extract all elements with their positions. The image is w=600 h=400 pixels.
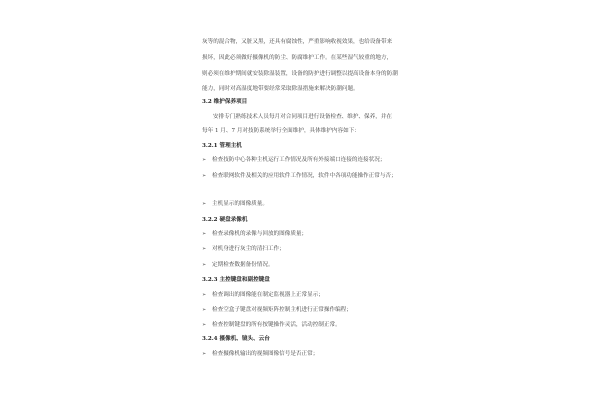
paragraph-line: 能力，同时对高湿度地带要经常采取除湿措施来解决防潮问题。 — [202, 86, 359, 92]
list-item-text: 检查空盒子键盘对视频矩阵控制主机进行正常操作编程； — [212, 307, 352, 313]
section-heading-3-2-1: 3.2.1 管理主机 — [202, 143, 242, 149]
bullet-arrow-icon: ➢ — [202, 201, 207, 207]
bullet-arrow-icon: ➢ — [202, 262, 207, 268]
section-heading-3-2-4: 3.2.4 摄像机、镜头、云台 — [202, 336, 270, 342]
list-item-text: 主机显示的图像质量。 — [212, 201, 268, 207]
bullet-arrow-icon: ➢ — [202, 292, 207, 298]
paragraph-line: 则必须在维护期间就安装除湿装置，设备的防护进行调整以提高设备本身的防潮 — [202, 71, 398, 77]
list-item-text: 检查技防中心各种主机运行工作情况及所有外接端口连接的连接状况； — [212, 157, 386, 163]
list-item-text: 检查录像机的录像与回放的图像质量； — [212, 231, 308, 237]
list-item — [202, 200, 268, 208]
bullet-arrow-icon: ➢ — [202, 322, 207, 328]
paragraph-line: 安排专门熟练技术人员每月对合同项目进行设备检查、维护、保养，并在 — [213, 114, 393, 120]
section-heading-3-2-2: 3.2.2 硬盘录像机 — [202, 217, 248, 223]
list-item-text: 检查摄像机输出的视频图像信号是否正常； — [212, 351, 319, 357]
bullet-arrow-icon: ➢ — [202, 231, 207, 237]
list-item-text: 检查联网软件及相关的应用软件工作情况，软件中各项功能操作正常与否； — [212, 173, 397, 179]
list-item — [202, 230, 307, 238]
list-item-text: 定期检查数据备份情况。 — [212, 262, 274, 268]
list-item-text: 对机身进行灰尘的清扫工作； — [212, 246, 285, 252]
bullet-arrow-icon: ➢ — [202, 351, 207, 357]
section-heading-3-2-3: 3.2.3 主控键盘和副控键盘 — [202, 277, 270, 283]
list-item-text: 检查调出的图像能在制定监视器上正常显示； — [212, 292, 324, 298]
paragraph-line: 损坏，因此必须做好摄像机的防尘、防腐维护工作。在某些湿气较重的地方， — [202, 55, 393, 61]
section-heading-3-2: 3.2 维护保养项目 — [202, 99, 248, 105]
list-item — [202, 291, 324, 299]
bullet-arrow-icon: ➢ — [202, 173, 207, 179]
list-item — [202, 245, 285, 253]
bullet-arrow-icon: ➢ — [202, 157, 207, 163]
list-item — [202, 306, 352, 314]
list-item — [202, 172, 397, 180]
list-item — [202, 156, 385, 164]
list-item-text: 检查控制键盘的所有按键操作灵活，活动控制正常。 — [212, 322, 341, 328]
paragraph-line: 每年 1 月、7 月对技防系统举行全面维护，具体维护内容如下： — [202, 128, 360, 134]
list-item — [202, 261, 274, 269]
bullet-arrow-icon: ➢ — [202, 307, 207, 313]
bullet-arrow-icon: ➢ — [202, 246, 207, 252]
paragraph-line: 灰等的混合物，又脏又黑，还具有腐蚀性，严重影响收视效果，也给设备带来 — [202, 39, 393, 45]
list-item — [202, 321, 341, 329]
list-item — [202, 350, 318, 358]
